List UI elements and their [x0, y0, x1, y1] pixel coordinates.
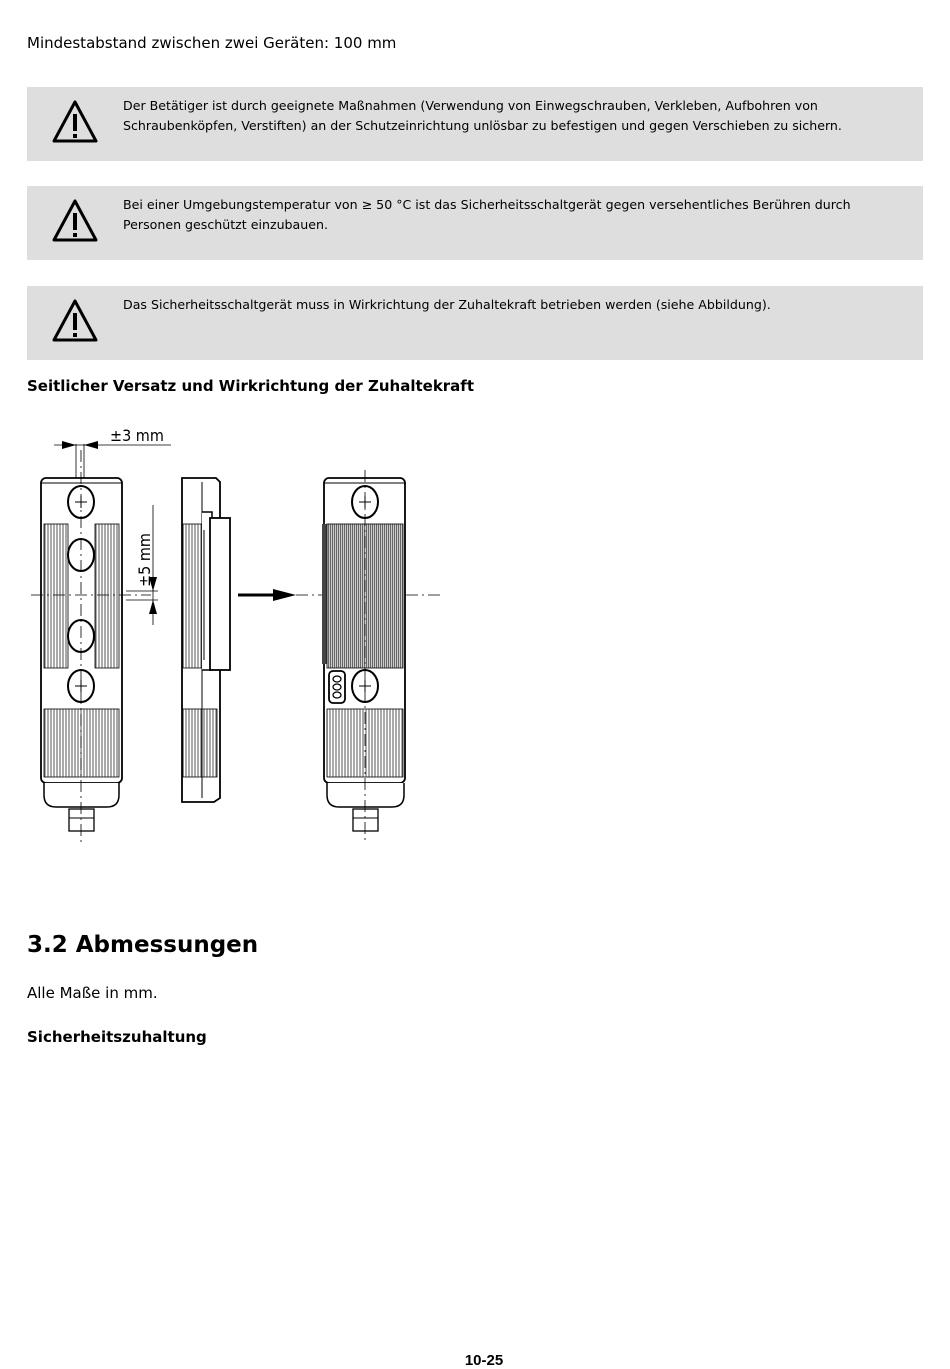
intro-text: Mindestabstand zwischen zwei Geräten: 100 mm: [27, 34, 397, 52]
dimension-horizontal: [54, 426, 171, 478]
offset-direction-diagram: [26, 420, 446, 845]
warning-text: Das Sicherheitsschaltgerät muss in Wirkrichtung der Zuhaltekraft betrieben werden (siehe Abbildung).: [123, 297, 771, 312]
dimension-vertical: [126, 505, 158, 625]
warning-triangle-icon: [51, 198, 99, 244]
warning-box: [27, 286, 923, 360]
dim-vertical-label: ±5 mm: [135, 533, 154, 587]
page-number: 10-25: [464, 1352, 504, 1369]
section-title: 3.2 Abmessungen: [27, 932, 259, 958]
device-front-left: [41, 450, 122, 842]
units-note: Alle Maße in mm.: [27, 984, 158, 1002]
subheading-offset: Seitlicher Versatz und Wirkrichtung der Zuhaltekraft: [27, 377, 475, 395]
subheading-lock: Sicherheitszuhaltung: [27, 1028, 207, 1046]
warning-triangle-icon: [51, 298, 99, 344]
device-front-right: [322, 470, 405, 842]
warning-text: Der Betätiger ist durch geeignete Maßnahmen (Verwendung von Einwegschrauben, Verkleben, Aufbohren von Schraubenköpfen, Verstiften) an der Schutzeinrichtung unlösbar zu befestigen und gegen Verschieben zu sichern.: [123, 98, 842, 133]
device-side-middle: [182, 478, 230, 802]
warning-box: [27, 87, 923, 161]
warning-text: Bei einer Umgebungstemperatur von ≥ 50 °C ist das Sicherheitsschaltgerät gegen versehentliches Berühren durch Personen geschützt einzubauen.: [123, 197, 851, 232]
warning-triangle-icon: [51, 99, 99, 145]
warning-box: [27, 186, 923, 260]
dim-horizontal-label: ±3 mm: [110, 426, 164, 445]
